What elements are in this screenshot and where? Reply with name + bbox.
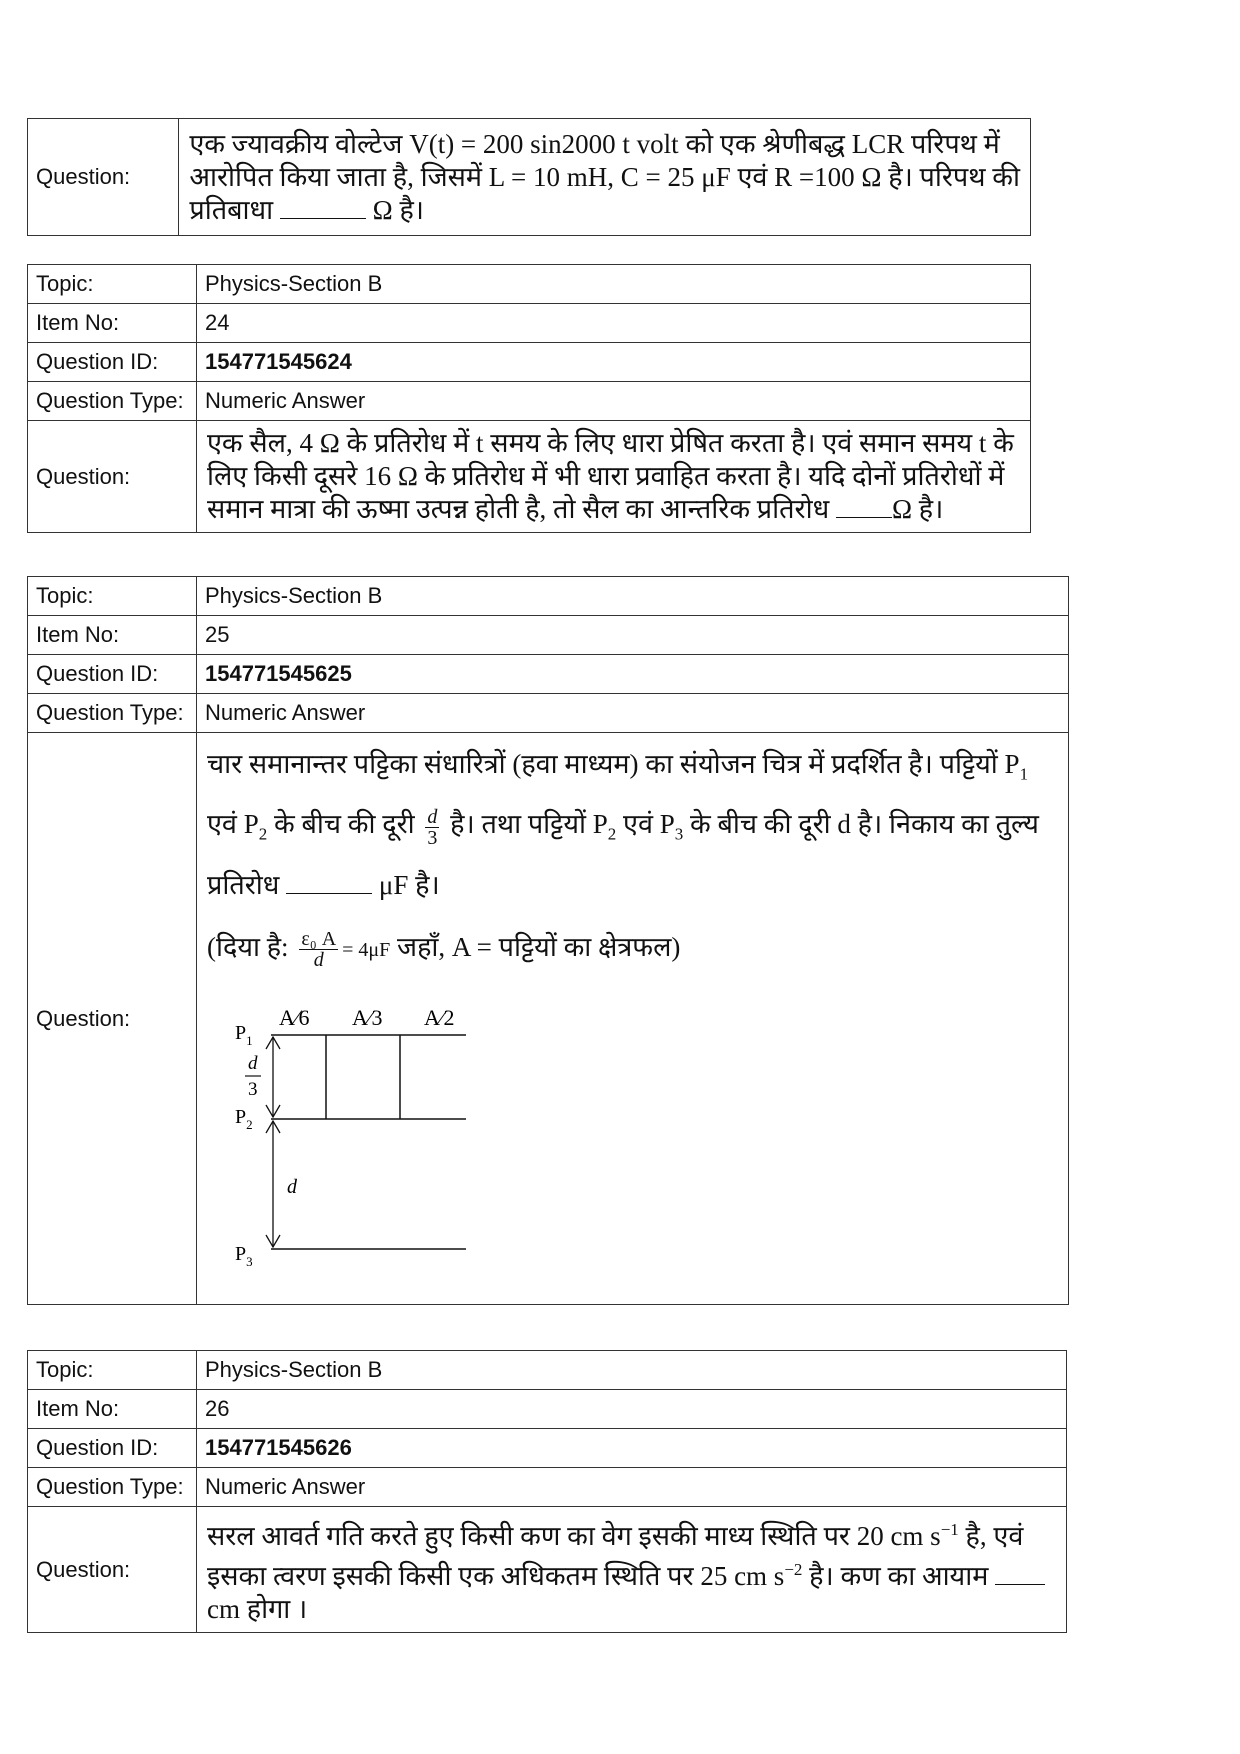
- topic-label: Topic:: [28, 1351, 197, 1390]
- question-table-26: [27, 1350, 1067, 1633]
- question-text: चार समानान्तर पट्टिका संधारित्रों (हवा माध्यम) का संयोजन चित्र में प्रदर्शित है। पट्टियों $P_1$ एवं $P_2$ के बीच की दूरी $\frac{d}{3}$ है। तथा पट्टियों $P_2$ एवं $P_3$ के बीच की दूरी d है। निकाय का तुल्य प्रतिरोध μF है। (दिया है: $\frac{\text{ε₀ A}}{d}$ = 4μF जहाँ, A = पट्टियों का क्षेत्रफल) A⁄6 A⁄3 A⁄2 $P_1$ $P_2$ $P_3$ d 3 d: [197, 733, 1069, 1305]
- fraction-d-by-3: $\frac{d}{3}$: [427, 805, 438, 849]
- topic-value: Physics-Section B: [197, 265, 1031, 304]
- item-no-label: Item No:: [28, 304, 197, 343]
- question-label: Question:: [28, 421, 197, 533]
- item-no-value: 26: [197, 1390, 1067, 1429]
- gap-label-d-num: d: [248, 1052, 258, 1074]
- question-table-23: [27, 118, 1031, 236]
- item-no-value: 24: [197, 304, 1031, 343]
- topic-label: Topic:: [28, 265, 197, 304]
- question-type-label: Question Type:: [28, 1468, 197, 1507]
- plate-label-p1: $P_1$: [235, 1021, 253, 1048]
- question-type-label: Question Type:: [28, 694, 197, 733]
- answer-blank: [836, 495, 892, 518]
- area-label-3: A⁄2: [424, 1004, 455, 1030]
- question-id-label: Question ID:: [28, 1429, 197, 1468]
- question-label: Question:: [28, 733, 197, 1305]
- question-table-24: [27, 264, 1031, 533]
- answer-blank: [280, 196, 366, 219]
- area-label-2: A⁄3: [352, 1004, 383, 1030]
- question-text: एक सैल, 4 Ω के प्रतिरोध में t समय के लिए धारा प्रेषित करता है। एवं समान समय t के लिए किसी दूसरे 16 Ω के प्रतिरोध में भी धारा प्रवाहित करता है। यदि दोनों प्रतिरोधों में समान मात्रा की ऊष्मा उत्पन्न होती है, तो सैल का आन्तरिक प्रतिरोध Ω है।: [197, 421, 1031, 533]
- question-label: Question:: [28, 1507, 197, 1633]
- question-text: एक ज्यावक्रीय वोल्टेज V(t) = 200 sin2000 t volt को एक श्रेणीबद्ध LCR परिपथ में आरोपित किया जाता है, जिसमें L = 10 mH, C = 25 μF एवं R =100 Ω है। परिपथ की प्रतिबाधा Ω है।: [179, 119, 1031, 236]
- topic-value: Physics-Section B: [197, 1351, 1067, 1390]
- item-no-label: Item No:: [28, 616, 197, 655]
- answer-blank: [286, 871, 372, 894]
- plate-label-p3: $P_3$: [235, 1242, 253, 1269]
- topic-label: Topic:: [28, 577, 197, 616]
- question-id-label: Question ID:: [28, 655, 197, 694]
- capacitor-plates-diagram: [211, 987, 491, 1277]
- answer-blank: [995, 1562, 1045, 1585]
- question-label: Question:: [28, 119, 179, 236]
- question-id-value: 154771545624: [197, 343, 1031, 382]
- question-type-value: Numeric Answer: [197, 1468, 1067, 1507]
- fraction-eps-a-by-d: $\frac{\text{ε₀ A}}{d}$: [301, 928, 337, 972]
- item-no-value: 25: [197, 616, 1069, 655]
- question-type-value: Numeric Answer: [197, 382, 1031, 421]
- gap-label-d: d: [287, 1175, 297, 1198]
- gap-label-d-den: 3: [248, 1078, 258, 1100]
- plate-label-p2: $P_2$: [235, 1105, 253, 1132]
- item-no-label: Item No:: [28, 1390, 197, 1429]
- question-text: सरल आवर्त गति करते हुए किसी कण का वेग इसकी माध्य स्थिति पर 20 cm $s^{-1}$ है, एवं इसका त्वरण इसकी किसी एक अधिकतम स्थिति पर 25 cm $s^{-2}$ है। कण का आयाम cm होगा ।: [197, 1507, 1067, 1633]
- question-type-value: Numeric Answer: [197, 694, 1069, 733]
- area-label-1: A⁄6: [279, 1004, 310, 1030]
- question-type-label: Question Type:: [28, 382, 197, 421]
- question-id-label: Question ID:: [28, 343, 197, 382]
- question-table-25: [27, 576, 1069, 1305]
- question-id-value: 154771545626: [197, 1429, 1067, 1468]
- topic-value: Physics-Section B: [197, 577, 1069, 616]
- question-id-value: 154771545625: [197, 655, 1069, 694]
